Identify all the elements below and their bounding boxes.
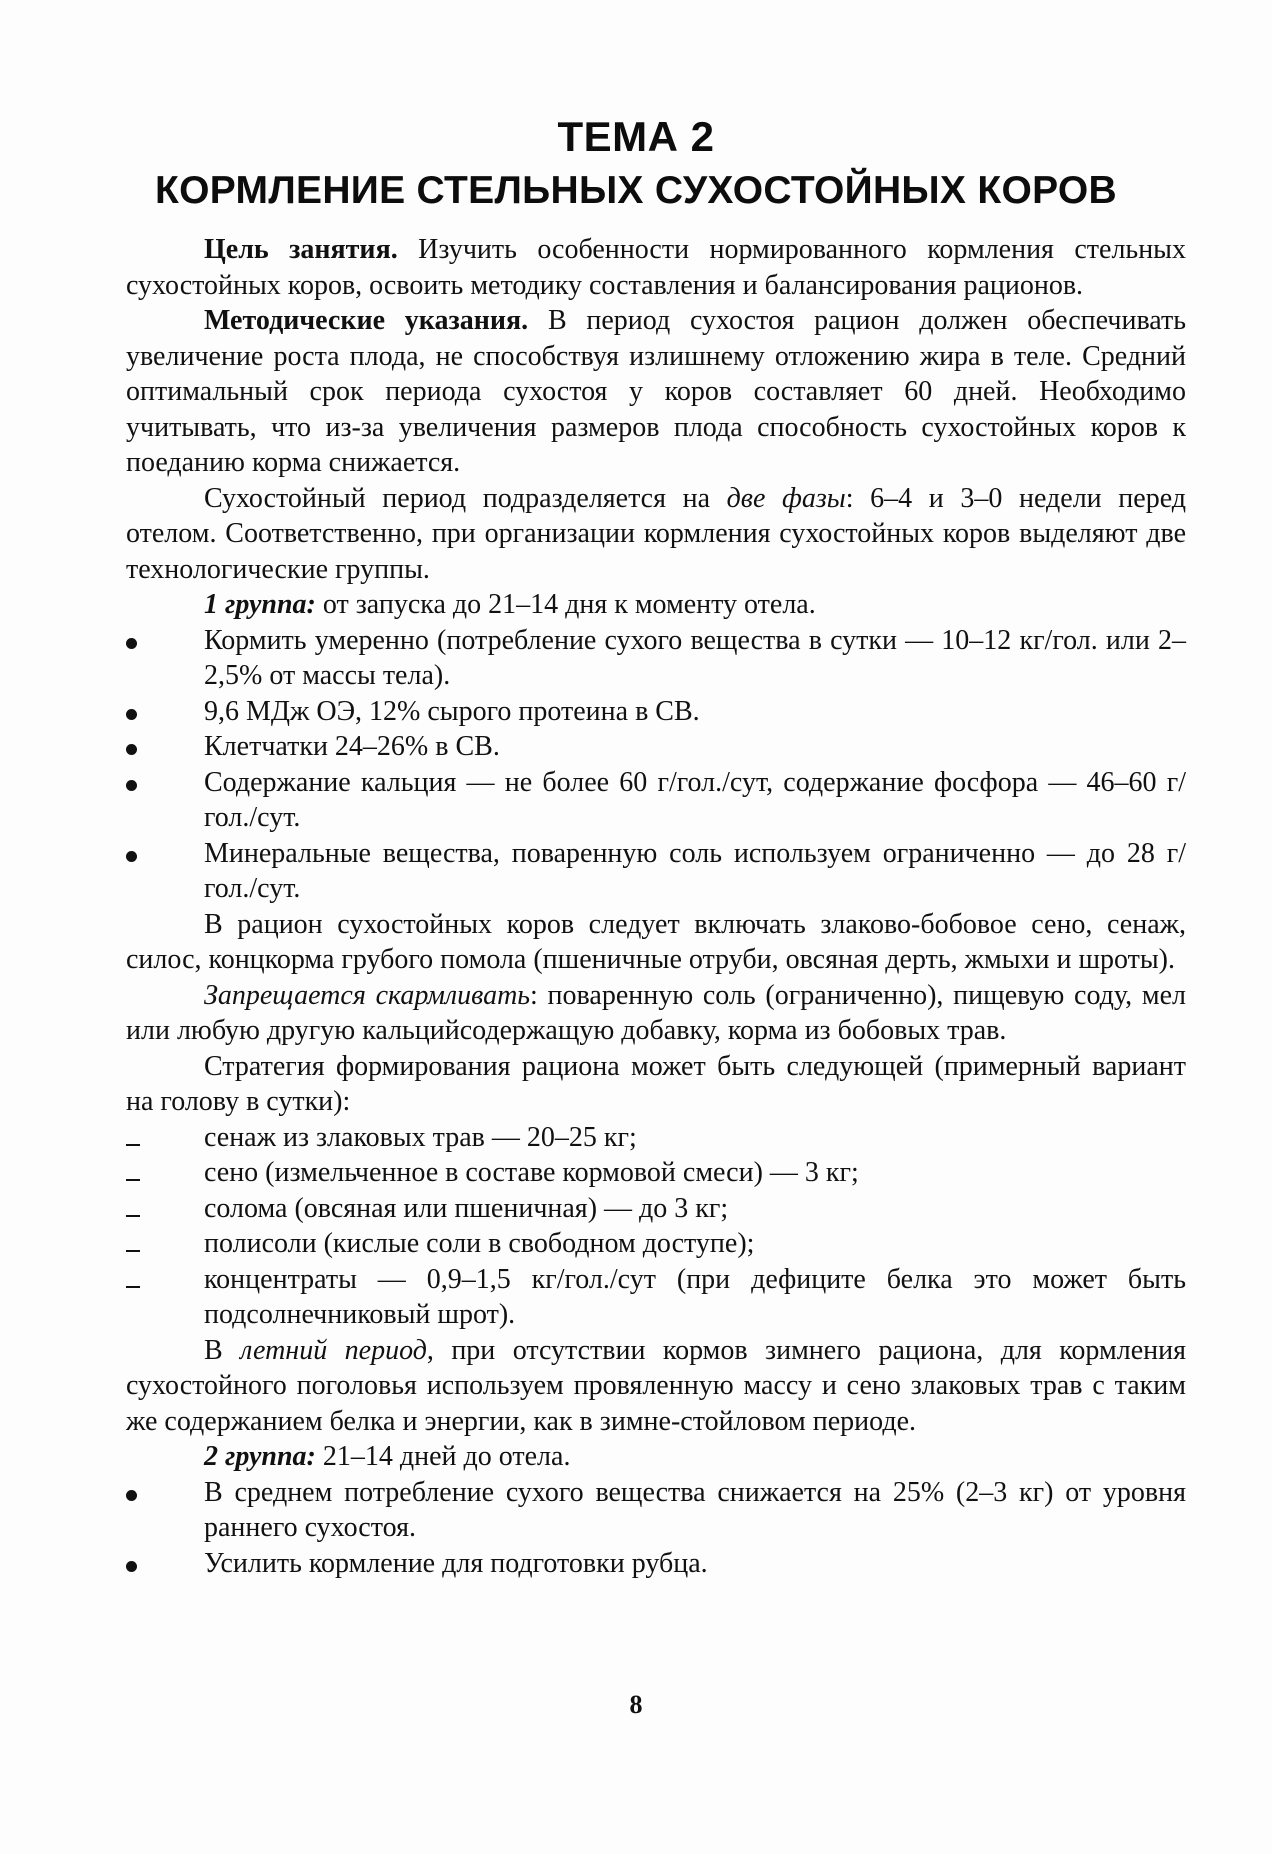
list-item-text: Кормить умеренно (потребление сухого вещества в сутки — 10–12 кг/гол. или 2–2,5% от массы тела).	[204, 624, 1186, 691]
goal-label: Цель занятия.	[204, 234, 398, 265]
summer-italic: летний период	[240, 1334, 427, 1366]
list-item	[126, 694, 1186, 730]
bullet-icon	[126, 1490, 137, 1501]
phases-paragraph	[126, 481, 1186, 588]
bullet-icon	[126, 709, 137, 720]
ration-paragraph: В рацион сухостойных коров следует включать злаково-бобовое сено, сенаж, силос, концкорма грубого помола (пшеничные отруби, овсяная дерть, жмыхи и шроты).	[126, 908, 1186, 975]
list-item	[126, 729, 1186, 765]
goal-text: Изучить особенности нормированного кормления стельных сухостойных коров, освоить методику составления и балансирования рационов.	[126, 234, 1186, 301]
summer-paragraph	[126, 1333, 1186, 1440]
topic-title: КОРМЛЕНИЕ СТЕЛЬНЫХ СУХОСТОЙНЫХ КОРОВ	[155, 169, 1117, 212]
group2-heading	[126, 1439, 1186, 1475]
summer-text-after: , при отсутствии кормов зимнего рациона, для кормления сухостойного поголовья используем провяленную массу и сено злаковых трав с таким же содержанием белка и энергии, как в зимне-стойловом периоде.	[126, 1334, 1186, 1437]
dash-icon	[126, 1215, 140, 1217]
group2-text: 21–14 дней до отела.	[315, 1441, 571, 1472]
topic-number: ТЕМА 2	[557, 113, 715, 160]
dash-icon	[126, 1144, 140, 1146]
forbidden-text: : поваренную соль (ограниченно), пищевую соду, мел или любую другую кальцийсодержащую добавку, корма из бобовых трав.	[126, 979, 1186, 1046]
list-item	[126, 1226, 1186, 1262]
bullet-icon	[126, 638, 137, 649]
list-item-text: В среднем потребление сухого вещества снижается на 25% (2–3 кг) от уровня раннего сухостоя.	[204, 1476, 1186, 1543]
group1-bullet-list	[126, 623, 1186, 907]
list-item-text: Клетчатки 24–26% в СВ.	[204, 731, 500, 762]
forbidden-paragraph	[126, 978, 1186, 1049]
page-number: 8	[629, 1690, 643, 1719]
group1-heading	[126, 587, 1186, 623]
method-paragraph	[126, 303, 1186, 481]
list-item	[126, 765, 1186, 836]
list-item-text: солома (овсяная или пшеничная) — до 3 кг;	[204, 1192, 729, 1224]
list-item-text: Содержание кальция — не более 60 г/гол./сут, содержание фосфора — 46–60 г/гол./сут.	[204, 766, 1186, 833]
group2-label: 2 группа:	[204, 1441, 316, 1472]
method-label: Методические указания.	[204, 305, 529, 336]
bullet-icon	[126, 1561, 137, 1572]
bullet-icon	[126, 851, 137, 862]
phases-text-after: : 6–4 и 3–0 недели перед отелом. Соответственно, при организации кормления сухостойных коров выделяют две технологические группы.	[126, 482, 1186, 585]
list-item	[126, 1475, 1186, 1546]
list-item-text: сенаж из злаковых трав — 20–25 кг;	[204, 1121, 637, 1153]
body-text	[126, 232, 1186, 1581]
list-item	[126, 623, 1186, 694]
list-item	[126, 1155, 1186, 1191]
group1-label: 1 группа:	[204, 589, 316, 620]
dash-icon	[126, 1250, 140, 1252]
method-text: В период сухостоя рацион должен обеспечивать увеличение роста плода, не способствуя излишнему отложению жира в теле. Средний оптимальный срок периода сухостоя у коров составляет 60 дней. Необходимо учитывать, что из-за увеличения размеров плода способность сухостойных коров к поеданию корма снижается.	[126, 305, 1187, 478]
bullet-icon	[126, 780, 137, 791]
list-item-text: Усилить кормление для подготовки рубца.	[204, 1547, 708, 1579]
dash-icon	[126, 1286, 140, 1288]
list-item-text: полисоли (кислые соли в свободном доступе);	[204, 1228, 755, 1259]
strategy-paragraph: Стратегия формирования рациона может быть следующей (примерный вариант на голову в сутки):	[126, 1050, 1186, 1117]
list-item	[126, 1546, 1186, 1582]
bullet-icon	[126, 744, 137, 755]
phases-italic: две фазы	[726, 482, 846, 514]
group2-bullet-list	[126, 1475, 1186, 1582]
list-item	[126, 1120, 1186, 1156]
page-heading	[0, 112, 1272, 216]
list-item-text: концентраты — 0,9–1,5 кг/гол./сут (при дефиците белка это может быть подсолнечниковый шрот).	[204, 1263, 1186, 1330]
dash-icon	[126, 1179, 140, 1181]
phases-text-before: Сухостойный период подразделяется на	[204, 482, 727, 514]
list-item-text: сено (измельченное в составе кормовой смеси) — 3 кг;	[204, 1157, 859, 1188]
goal-paragraph	[126, 232, 1186, 303]
list-item-text: 9,6 МДж ОЭ, 12% сырого протеина в СВ.	[204, 695, 700, 727]
list-item	[126, 1262, 1186, 1333]
summer-text-before: В	[204, 1334, 241, 1366]
list-item	[126, 836, 1186, 907]
list-item-text: Минеральные вещества, поваренную соль используем ограниченно — до 28 г/гол./сут.	[204, 837, 1186, 904]
forbidden-label: Запрещается скармливать	[204, 979, 531, 1011]
list-item	[126, 1191, 1186, 1227]
group1-text: от запуска до 21–14 дня к моменту отела.	[315, 589, 816, 620]
strategy-dash-list	[126, 1120, 1186, 1333]
